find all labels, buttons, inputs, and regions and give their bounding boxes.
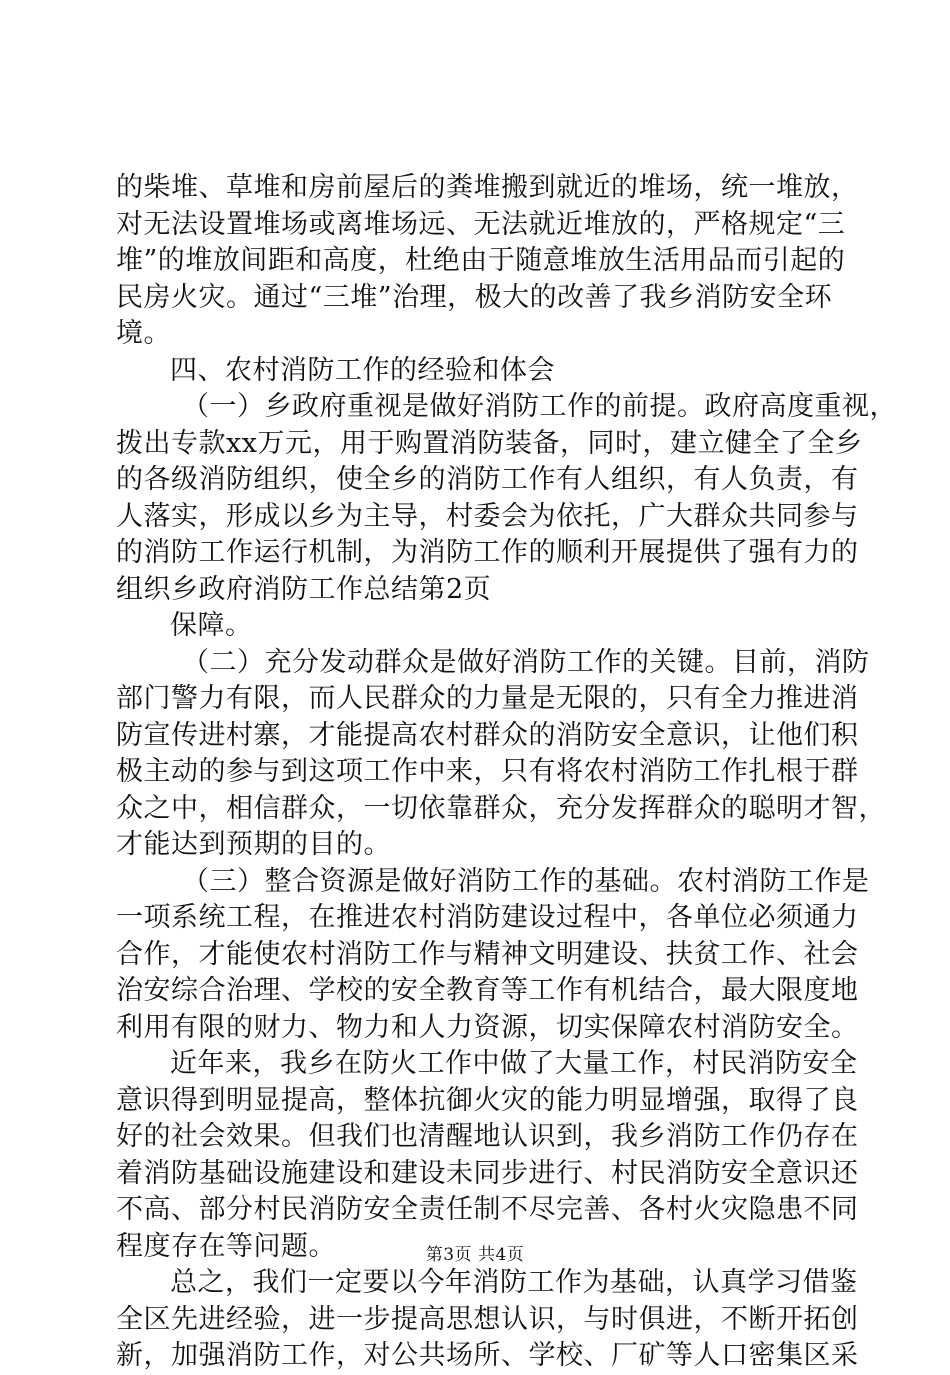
text-line: 部门警力有限，而人民群众的力量是无限的，只有全力推进消 (116, 683, 859, 714)
text-line: 众之中，相信群众，一切依靠群众，充分发挥群众的聪明才智， (116, 792, 886, 824)
section-heading: 四、农村消防工作的经验和体会 (170, 354, 555, 386)
text-line: 防宣传进村寨，才能提高农村群众的消防安全意识，让他们积 (116, 719, 859, 751)
text-line: 治安综合治理、学校的安全教育等工作有机结合，最大限度地 (116, 975, 859, 1006)
document-body (116, 170, 897, 1375)
text-line: 境。 (116, 318, 171, 349)
text-line: 对无法设置堆场或离堆场远、无法就近堆放的，严格规定“三 (116, 208, 846, 240)
text-line: 才能达到预期的目的。 (116, 829, 391, 860)
text-line: 合作，才能使农村消防工作与精神文明建设、扶贫工作、社会 (116, 938, 859, 970)
text-line: 人落实，形成以乡为主导，村委会为依托，广大群众共同参与 (116, 500, 859, 532)
text-line: 保障。 (170, 610, 253, 641)
text-line: 的消防工作运行机制，为消防工作的顺利开展提供了强有力的 (116, 537, 859, 568)
text-line: 拨出专款xx万元，用于购置消防装备，同时，建立健全了全乡 (116, 427, 863, 459)
text-line: 着消防基础设施建设和建设未同步进行、村民消防安全意识还 (116, 1157, 859, 1189)
text-line: 组织乡政府消防工作总结第2页 (116, 573, 492, 605)
text-line: 的柴堆、草堆和房前屋后的粪堆搬到就近的堆场，统一堆放， (116, 172, 859, 203)
text-line: 不高、部分村民消防安全责任制不尽完善、各村火灾隐患不同 (116, 1194, 859, 1225)
paragraph-start: 总之，我们一定要以今年消防工作为基础，认真学习借鉴 (170, 1267, 858, 1298)
text-line: 程度存在等问题。 (116, 1230, 336, 1262)
paragraph-start: 近年来，我乡在防火工作中做了大量工作，村民消防安全 (170, 1048, 858, 1079)
text-line: 堆”的堆放间距和高度，杜绝由于随意堆放生活用品而引起的 (116, 245, 846, 276)
text-line: 意识得到明显提高，整体抗御火灾的能力明显增强，取得了良 (116, 1084, 859, 1116)
paragraph-start: （一）乡政府重视是做好消防工作的前提。政府高度重视， (182, 391, 897, 422)
text-line: 利用有限的财力、物力和人力资源，切实保障农村消防安全。 (116, 1011, 859, 1043)
text-line: 全区先进经验，进一步提高思想认识，与时俱进，不断开拓创 (116, 1303, 859, 1335)
paragraph-start: （三）整合资源是做好消防工作的基础。农村消防工作是 (182, 865, 870, 897)
paragraph-start: （二）充分发动群众是做好消防工作的关键。目前，消防 (182, 646, 870, 678)
page-number-footer: 第3页 共4页 (425, 1245, 525, 1265)
text-line: 一项系统工程，在推进农村消防建设过程中，各单位必须通力 (116, 902, 859, 933)
text-line: 民房火灾。通过“三堆”治理，极大的改善了我乡消防安全环 (116, 281, 833, 313)
text-line: 极主动的参与到这项工作中来，只有将农村消防工作扎根于群 (116, 756, 859, 787)
text-line: 新，加强消防工作，对公共场所、学校、厂矿等人口密集区采 (116, 1340, 859, 1371)
text-line: 好的社会效果。但我们也清醒地认识到，我乡消防工作仍存在 (116, 1121, 859, 1152)
text-line: 的各级消防组织，使全乡的消防工作有人组织，有人负责，有 (116, 464, 859, 495)
